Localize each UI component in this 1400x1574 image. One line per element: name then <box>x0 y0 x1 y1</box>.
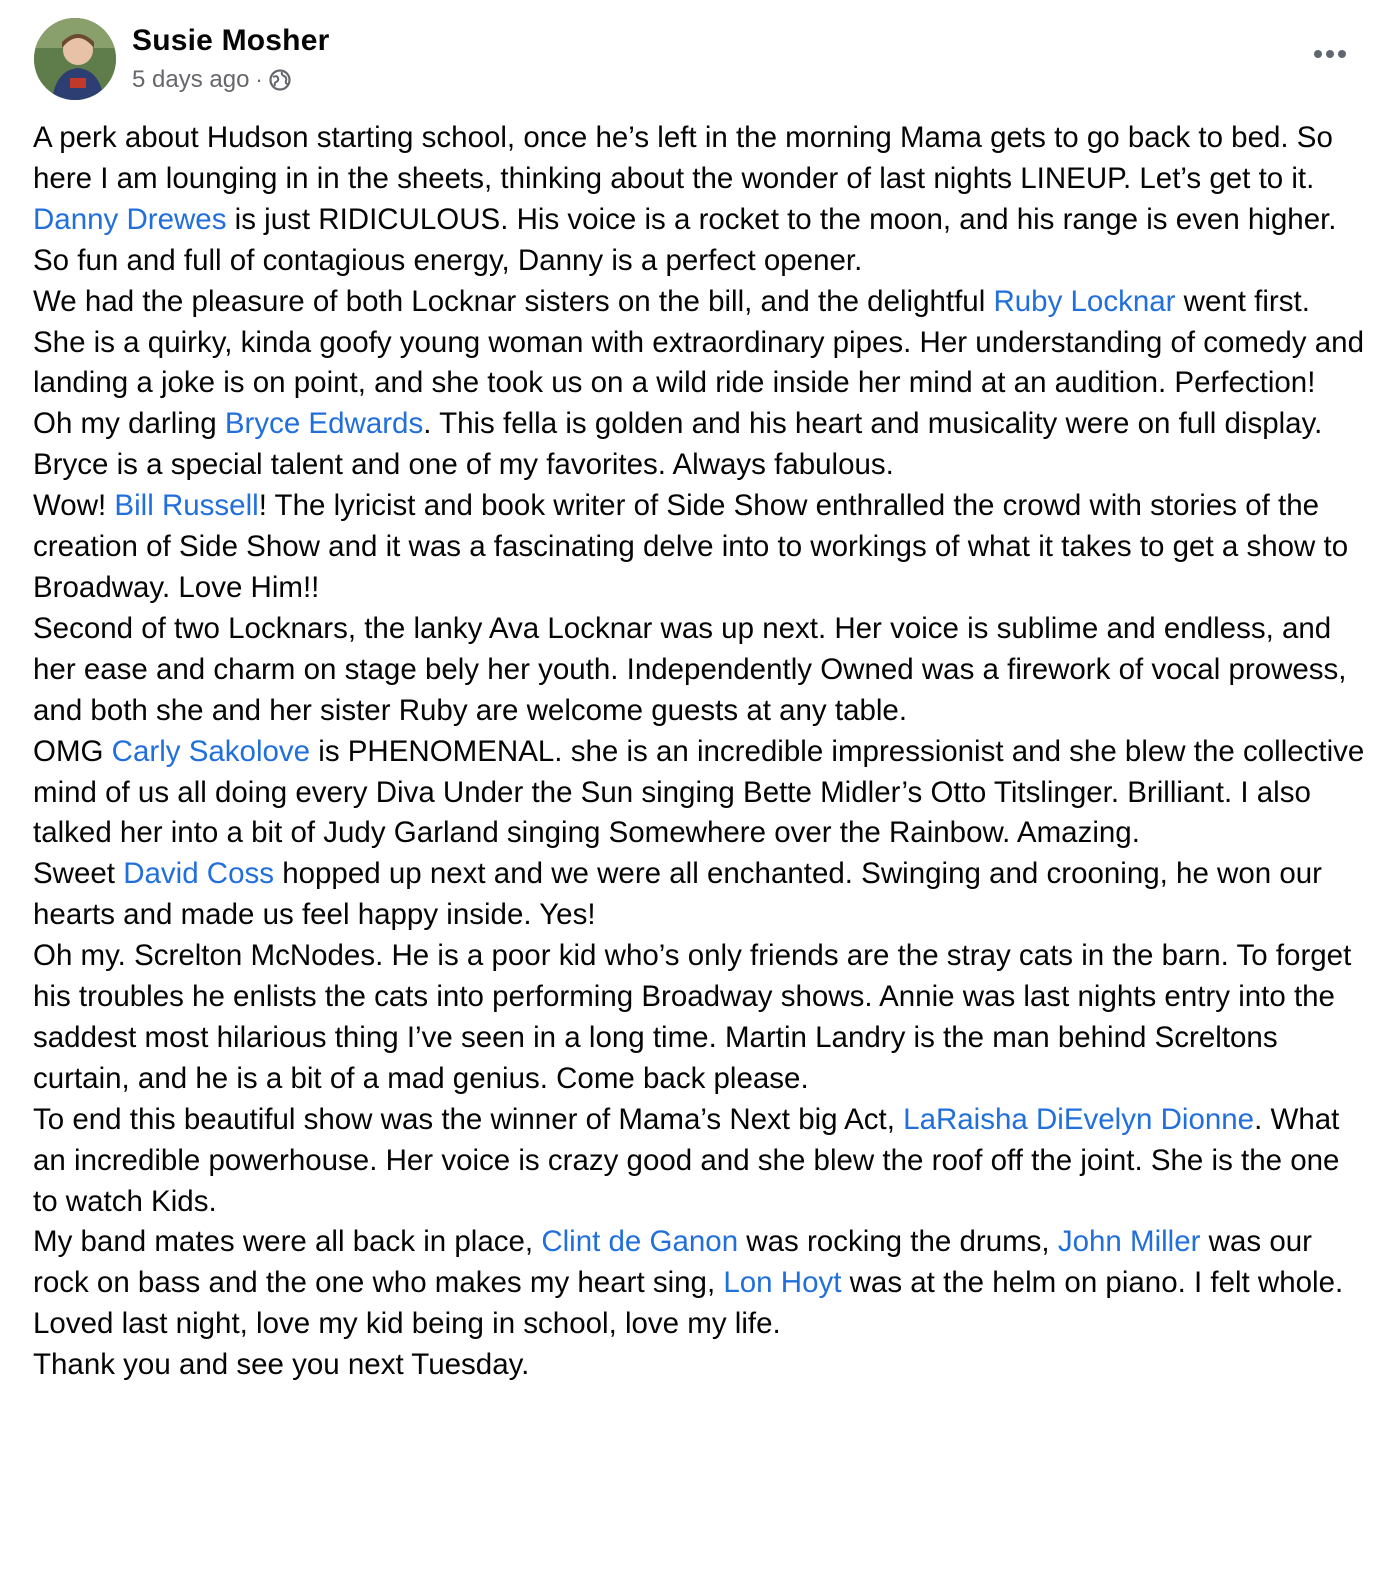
post-paragraph <box>33 1222 1368 1304</box>
post-body <box>33 118 1368 1386</box>
paragraph-text: Oh my. Screlton McNodes. He is a poor kid who’s only friends are the stray cats in the barn. To forget his troubles he enlists the cats into performing Broadway shows. Annie was last nights entry into the saddest most hilarious thing I’ve seen in a long time. Martin Landry is the man behind Screltons curtain, and he is a bit of a mad genius. Come back please. <box>33 939 1352 1095</box>
timestamp[interactable]: 5 days ago <box>132 66 250 93</box>
post-paragraph <box>33 282 1368 405</box>
post-paragraph <box>33 1304 1368 1345</box>
paragraph-text: My band mates were all back in place, <box>33 1225 542 1259</box>
globe-icon[interactable] <box>269 69 291 91</box>
paragraph-text: Loved last night, love my kid being in school, love my life. <box>33 1307 781 1341</box>
post-paragraph <box>33 732 1368 855</box>
mention-link[interactable]: David Coss <box>123 857 275 891</box>
mention-link[interactable]: Clint de Ganon <box>541 1225 739 1259</box>
post-paragraph <box>33 486 1368 609</box>
mention-link[interactable]: Carly Sakolove <box>111 734 311 768</box>
post-paragraph <box>33 200 1368 282</box>
mention-link[interactable]: Bryce Edwards <box>224 407 424 441</box>
post-paragraph <box>33 936 1368 1100</box>
mention-link[interactable]: Ruby Locknar <box>993 284 1176 318</box>
post-paragraph <box>33 609 1368 732</box>
paragraph-text: Oh my darling <box>33 407 225 441</box>
paragraph-text: was at the helm on piano. I felt whole. <box>841 1266 1344 1300</box>
post-paragraph <box>33 404 1368 486</box>
paragraph-text: To end this beautiful show was the winner of Mama’s Next big Act, <box>33 1102 904 1136</box>
paragraph-text: We had the pleasure of both Locknar sisters on the bill, and the delightful <box>33 284 994 318</box>
mention-link[interactable]: Danny Drewes <box>33 202 227 236</box>
avatar-photo <box>34 18 116 100</box>
paragraph-text: Second of two Locknars, the lanky Ava Locknar was up next. Her voice is sublime and endless, and her ease and charm on stage bely her youth. Independently Owned was a firework of vocal prowess, and both she and her sister Ruby are welcome guests at any table. <box>33 611 1347 727</box>
mention-link[interactable]: LaRaisha DiEvelyn Dionne <box>903 1102 1255 1136</box>
post-paragraph <box>33 854 1368 936</box>
paragraph-text: . What an incredible powerhouse. Her voice is crazy good and she blew the roof off the joint. She is the one to watch Kids. <box>33 1102 1340 1218</box>
paragraph-text: was our rock on bass and the one who makes my heart sing, <box>33 1225 1312 1300</box>
mention-link[interactable]: John Miller <box>1057 1225 1201 1259</box>
mention-link[interactable]: Lon Hoyt <box>723 1266 842 1300</box>
paragraph-text: Wow! <box>33 489 115 523</box>
paragraph-text: OMG <box>33 734 112 768</box>
paragraph-text: went first. She is a quirky, kinda goofy young woman with extraordinary pipes. Her understanding of comedy and landing a joke is on point, and she took us on a wild ride inside her mind at an audition. Perfection! <box>33 284 1364 400</box>
paragraph-text: hopped up next and we were all enchanted. Swinging and crooning, he won our hearts and made us feel happy inside. Yes! <box>33 857 1323 932</box>
post-meta <box>132 66 291 94</box>
paragraph-text: Thank you and see you next Tuesday. <box>33 1348 530 1382</box>
paragraph-text: was rocking the drums, <box>738 1225 1058 1259</box>
paragraph-text: is PHENOMENAL. she is an incredible impressionist and she blew the collective mind of us all doing every Diva Under the Sun singing Bette Midler’s Otto Titslinger. Brilliant. I also talked her into a bit of Judy Garland singing Somewhere over the Rainbow. Amazing. <box>33 734 1365 850</box>
paragraph-text: . This fella is golden and his heart and musicality were on full display. Bryce is a special talent and one of my favorites. Always fabulous. <box>33 407 1323 482</box>
paragraph-text: Sweet <box>33 857 124 891</box>
post-paragraph <box>33 1100 1368 1223</box>
author-name[interactable]: Susie Mosher <box>132 24 330 57</box>
paragraph-text: is just RIDICULOUS. His voice is a rocket to the moon, and his range is even higher. So fun and full of contagious energy, Danny is a perfect opener. <box>33 202 1337 277</box>
paragraph-text: ! The lyricist and book writer of Side Show enthralled the crowd with stories of the creation of Side Show and it was a fascinating delve into to workings of what it takes to get a show to Broadway. Love Him!! <box>33 489 1349 604</box>
mention-link[interactable]: Bill Russell <box>114 489 259 523</box>
post-paragraph <box>33 118 1368 200</box>
post-paragraph <box>33 1345 1368 1386</box>
avatar[interactable] <box>34 18 116 100</box>
meta-separator: · <box>255 67 263 92</box>
more-options-icon[interactable] <box>1306 40 1354 68</box>
paragraph-text: A perk about Hudson starting school, once he’s left in the morning Mama gets to go back to bed. So here I am lounging in in the sheets, thinking about the wonder of last nights LINEUP. Let’s get to it. <box>33 121 1333 195</box>
post-header <box>34 18 1364 104</box>
